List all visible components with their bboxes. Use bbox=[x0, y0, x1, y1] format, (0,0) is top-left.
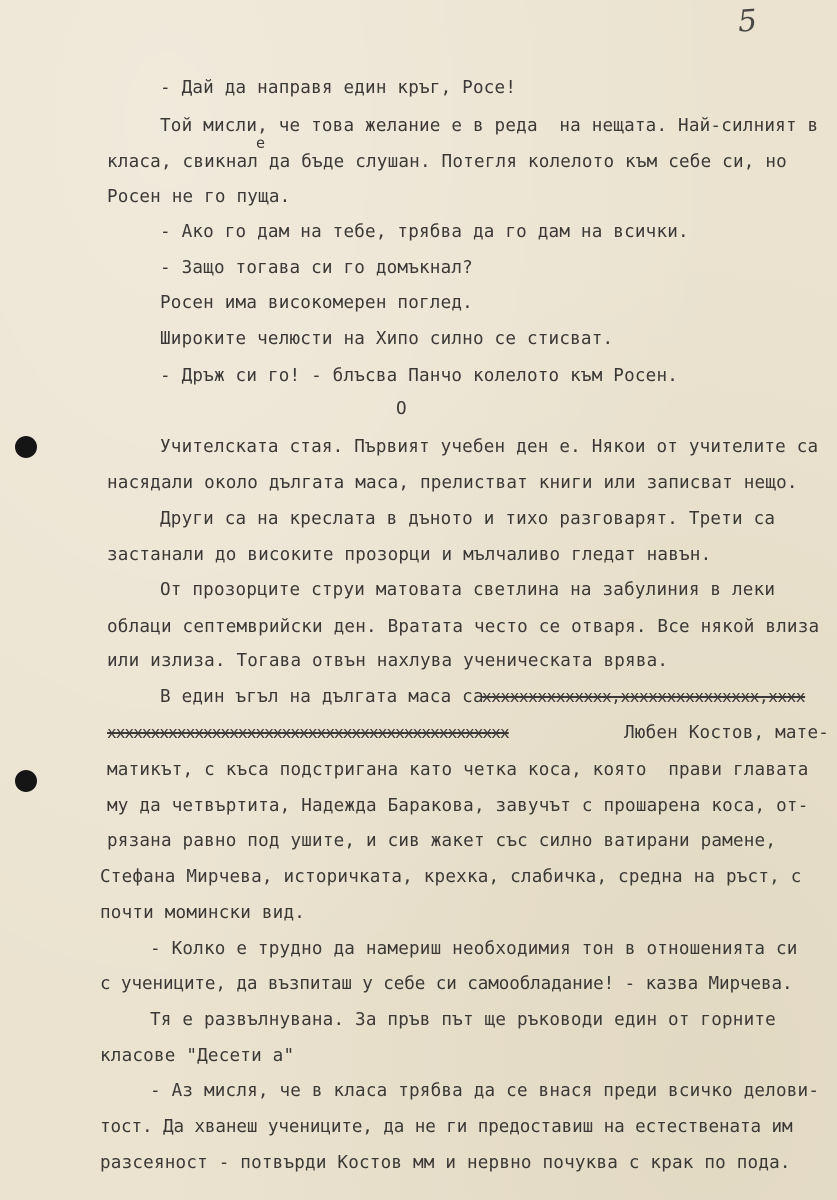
text-line: Той мисли, че това желание е в реда на нещата. Най-силният в bbox=[160, 116, 819, 136]
text-line: почти момински вид. bbox=[100, 903, 306, 923]
text-line: В един ъгъл на дългата маса са bbox=[160, 687, 495, 707]
punch-hole-upper bbox=[15, 436, 37, 458]
text-line: Учителската стая. Първият учебен ден е. Някои от учителите са bbox=[160, 437, 819, 457]
text-line: Росен не го пуща. bbox=[107, 187, 291, 207]
text-line: Любен Костов, мате- bbox=[624, 723, 830, 743]
text-line: матикът, с къса подстригана като четка коса, която прави главата bbox=[107, 760, 809, 780]
text-line: - Аз мисля, че в класа трябва да се внася преди всичко делови- bbox=[150, 1081, 820, 1101]
text-line: тост. Да хванеш учениците, да не ги предоставиш на естествената им bbox=[100, 1117, 793, 1137]
struck-out-text: xxxxxxxxxxxxxxxxxxxxxxxxxxxxxxxxxxxxxxxxxxxxxx bbox=[107, 723, 509, 742]
text-line: застанали до високите прозорци и мълчаливо гледат навън. bbox=[107, 545, 712, 565]
text-line: класове "Десети а" bbox=[100, 1046, 295, 1066]
text-line: Стефана Мирчева, историчката, крехка, слабичка, средна на ръст, с bbox=[100, 867, 802, 887]
text-line: Тя е развълнувана. За пръв път ще ръководи един от горните bbox=[150, 1010, 776, 1030]
text-line: Други са на креслата в дъното и тихо разговарят. Трети са bbox=[160, 509, 776, 529]
section-divider: О bbox=[396, 399, 407, 419]
text-line: класа, свикнал да бъде слушан. Потегля колелото към себе си, но bbox=[107, 152, 787, 172]
page-number: 5 bbox=[736, 3, 759, 40]
text-line: - Ако го дам на тебе, трябва да го дам на всички. bbox=[160, 222, 689, 242]
text-line: - Дай да направя един кръг, Росе! bbox=[160, 78, 517, 98]
punch-hole-lower bbox=[15, 770, 37, 792]
struck-out-text: xxxxxxxxxxxxxx,xxxxxxxxxxxxxxx,xxxx bbox=[482, 687, 806, 706]
text-line: с учениците, да възпиташ у себе си самообладание! - казва Мирчева. bbox=[100, 974, 793, 994]
text-line: насядали около дългата маса, прелистват книги или записват нещо. bbox=[107, 473, 798, 493]
text-line: Росен има високомерен поглед. bbox=[160, 293, 473, 313]
text-line: Широките челюсти на Хипо силно се стисват. bbox=[160, 329, 614, 349]
text-line: рязана равно под ушите, и сив жакет със силно ватирани рамене, bbox=[107, 831, 777, 851]
text-line: - Колко е трудно да намериш необходимия тон в отношенията си bbox=[150, 939, 798, 959]
text-line: му да четвъртита, Надежда Баракова, завучът с прошарена коса, от- bbox=[107, 796, 809, 816]
text-line: - Дръж си го! - блъсва Панчо колелото към Росен. bbox=[160, 366, 679, 386]
text-line: - Защо тогава си го домъкнал? bbox=[160, 258, 473, 278]
text-line: облаци септемврийски ден. Вратата често се отваря. Все някой влиза bbox=[107, 617, 820, 637]
handwritten-insertion: е bbox=[256, 134, 266, 152]
text-line: или излиза. Тогава отвън нахлува ученическата врява. bbox=[107, 651, 669, 671]
text-line: разсеяност - потвърди Костов мм и нервно почуква с крак по пода. bbox=[100, 1153, 791, 1173]
text-line: От прозорците струи матовата светлина на забулиния в леки bbox=[160, 580, 776, 600]
